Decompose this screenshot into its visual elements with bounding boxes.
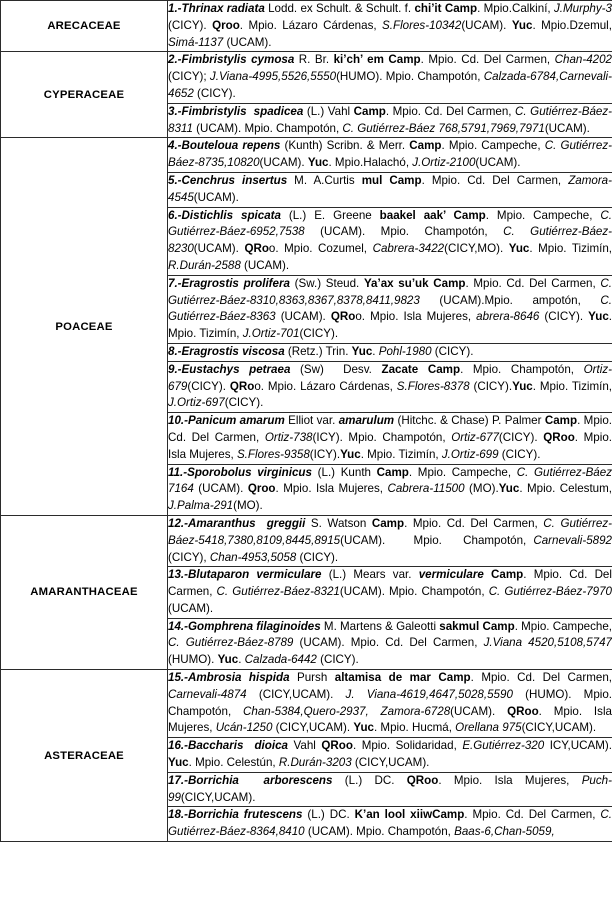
species-entry-text: 7.-Eragrostis prolifera (Sw.) Steud. Ya’ax su’uk Camp. Mpio. Cd. Del Carmen, C. Gutiérrez-Báez-8310,8363,8367,8378,8411,9823 (UCAM).Mpio. ampotón, C. Gutiérrez-Báez-8363 (UCAM). QRoo. Mpio. Isla Mujeres, abrera-8646 (CICY). Yuc. Mpio. Tizimín, J.Ortiz-701(CICY). <box>168 276 612 341</box>
species-entry-text: 1.-Thrinax radiata Lodd. ex Schult. & Schult. f. chi’it Camp. Mpio.Calkiní, J.Murphy-3 (CICY). Qroo. Mpio. Lázaro Cárdenas, S.Flores-10342(UCAM). Yuc. Mpio.Dzemul, Simá-1137 (UCAM). <box>168 2 612 49</box>
species-entry-text: 6.-Distichlis spicata (L.) E. Greene baakel aak’ Camp. Mpio. Campeche, C. Gutiérrez-Báez-6952,7538 (UCAM). Mpio. Champotón, C. Gutiérrez-Báez-8230(UCAM). QRoo. Mpio. Cozumel, Cabrera-3422(CICY,MO). Yuc. Mpio. Tizimín, R.Durán-2588 (UCAM). <box>168 208 612 272</box>
table-row <box>1 1 612 52</box>
family-name-cell: AMARANTHACEAE <box>1 515 168 669</box>
species-entry-cell <box>168 275 612 343</box>
species-entry-text: 18.-Borrichia frutescens (L.) DC. K’an lool xiiwCamp. Mpio. Cd. Del Carmen, C. Gutiérrez-Báez-8364,8410 (UCAM). Mpio. Champotón, Baas-6,Chan-5059, <box>168 808 612 839</box>
species-entry-text: 8.-Eragrostis viscosa (Retz.) Trin. Yuc. Pohl-1980 (CICY). <box>168 344 474 358</box>
species-table-body <box>1 1 612 842</box>
species-entry-text: 3.-Fimbristylis spadicea (L.) Vahl Camp. Mpio. Cd. Del Carmen, C. Gutiérrez-Báez-8311 (UCAM). Mpio. Champotón, C. Gutiérrez-Báez 768,5791,7969,7971(UCAM). <box>168 104 612 135</box>
species-entry-text: 4.-Bouteloua repens (Kunth) Scribn. & Merr. Camp. Mpio. Campeche, C. Gutiérrez-Báez-8735,10820(UCAM). Yuc. Mpio.Halachó, J.Ortiz-2100(UCAM). <box>168 139 612 170</box>
species-entry-cell <box>168 618 612 669</box>
family-name-cell: POACEAE <box>1 138 168 516</box>
species-entry-cell <box>168 103 612 138</box>
species-entry-cell <box>168 807 612 842</box>
species-entry-cell <box>168 52 612 103</box>
species-entry-text: 9.-Eustachys petraea (Sw) Desv. Zacate Camp. Mpio. Champotón, Ortiz-679(CICY). QRoo. Mpio. Lázaro Cárdenas, S.Flores-8378 (CICY).Yuc. Mpio. Tizimín, J.Ortiz-697(CICY). <box>168 362 612 410</box>
species-entry-text: 13.-Blutaparon vermiculare (L.) Mears var. vermiculare Camp. Mpio. Cd. Del Carmen, C. Gutiérrez-Báez-8321(UCAM). Mpio. Champotón, C. Gutiérrez-Báez-7970 (UCAM). <box>168 568 612 615</box>
species-entry-text: 15.-Ambrosia hispida Pursh altamisa de mar Camp. Mpio. Cd. Del Carmen, Carnevali-4874 (CICY,UCAM). J. Viana-4619,4647,5028,5590 (HUMO). Mpio. Champotón, Chan-5384,Quero-2937, Zamora-6728(UCAM). QRoo. Mpio. Isla Mujeres, Ucán-1250 (CICY,UCAM). Yuc. Mpio. Hucmá, Orellana 975(CICY,UCAM). <box>168 671 612 735</box>
species-entry-cell <box>168 207 612 275</box>
family-name-cell: CYPERACEAE <box>1 52 168 138</box>
species-entry-cell <box>168 413 612 464</box>
species-entry-cell <box>168 738 612 773</box>
species-entry-text: 10.-Panicum amarum Elliot var. amarulum (Hitchc. & Chase) P. Palmer Camp. Mpio. Cd. Del Carmen, Ortiz-738(ICY). Mpio. Champotón, Ortiz-677(CICY). QRoo. Mpio. Isla Mujeres, S.Flores-9358(ICY).Yuc. Mpio. Tizimín, J.Ortiz-699 (CICY). <box>168 414 612 461</box>
family-name-cell: ARECACEAE <box>1 1 168 52</box>
species-entry-cell <box>168 567 612 618</box>
species-entry-text: 16.-Baccharis dioica Vahl QRoo. Mpio. Solidaridad, E.Gutiérrez-320 ICY,UCAM). Yuc. Mpio. Celestún, R.Durán-3203 (CICY,UCAM). <box>168 739 612 770</box>
family-name-cell: ASTERACEAE <box>1 670 168 842</box>
species-entry-cell <box>168 464 612 515</box>
species-entry-cell <box>168 343 612 361</box>
table-row <box>1 138 612 173</box>
species-entry-cell <box>168 138 612 173</box>
table-row <box>1 52 612 103</box>
species-entry-cell <box>168 361 612 412</box>
species-entry-text: 14.-Gomphrena filaginoides M. Martens & Galeotti sakmul Camp. Mpio. Campeche, C. Gutiérrez-Báez-8789 (UCAM). Mpio. Cd. Del Carmen, J.Viana 4520,5108,5747 (HUMO). Yuc. Calzada-6442 (CICY). <box>168 619 612 667</box>
species-entry-cell <box>168 515 612 566</box>
species-entry-text: 5.-Cenchrus insertus M. A.Curtis mul Camp. Mpio. Cd. Del Carmen, Zamora-4545(UCAM). <box>168 173 612 204</box>
species-entry-cell <box>168 772 612 807</box>
species-entry-text: 2.-Fimbristylis cymosa R. Br. ki’ch’ em Camp. Mpio. Cd. Del Carmen, Chan-4202 (CICY); J.Viana-4995,5526,5550(HUMO). Mpio. Champotón, Calzada-6784,Carnevali-4652 (CICY). <box>168 53 612 100</box>
species-entry-text: 17.-Borrichia arborescens (L.) DC. QRoo. Mpio. Isla Mujeres, Puch-99(CICY,UCAM). <box>168 773 612 804</box>
species-entry-text: 12.-Amaranthus greggii S. Watson Camp. Mpio. Cd. Del Carmen, C. Gutiérrez-Báez-5418,7380,8109,8445,8915(UCAM). Mpio. Champotón, Carnevali-5892 (CICY), Chan-4953,5058 (CICY). <box>168 516 612 564</box>
species-entry-cell <box>168 172 612 207</box>
species-entry-cell <box>168 670 612 738</box>
species-entry-cell <box>168 1 612 52</box>
species-entry-text: 11.-Sporobolus virginicus (L.) Kunth Camp. Mpio. Campeche, C. Gutiérrez-Báez 7164 (UCAM). Qroo. Mpio. Isla Mujeres, Cabrera-11500 (MO).Yuc. Mpio. Celestum, J.Palma-291(MO). <box>168 465 612 513</box>
table-row <box>1 670 612 738</box>
table-row <box>1 515 612 566</box>
